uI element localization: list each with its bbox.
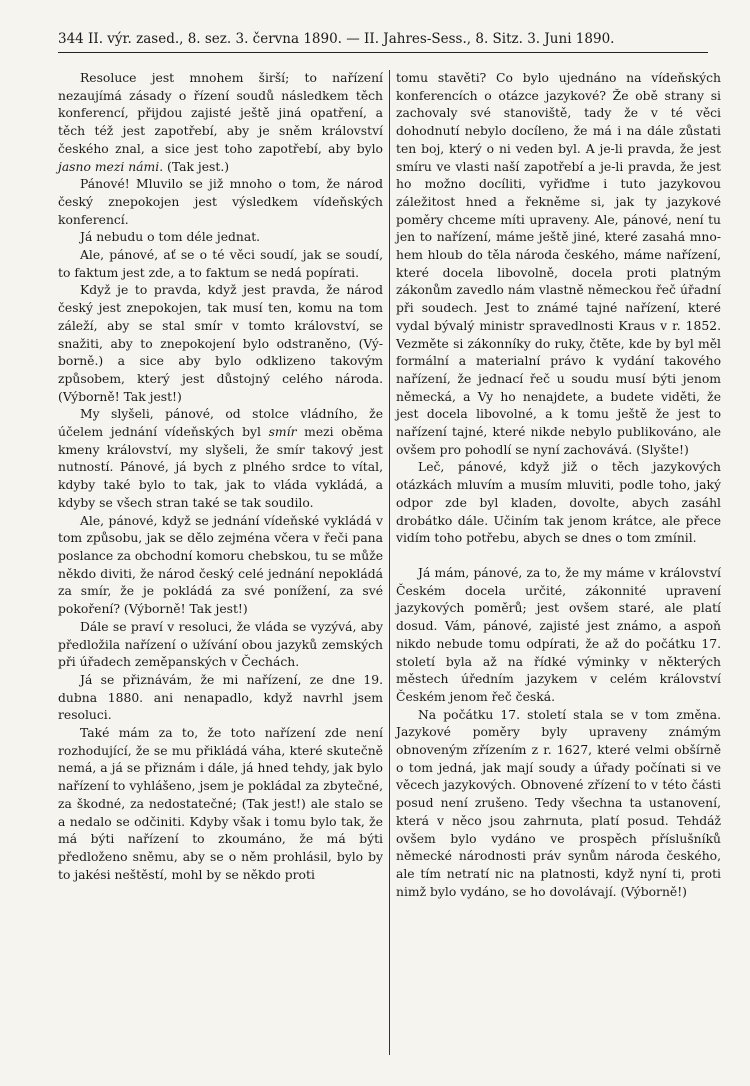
paragraph-text: Pánové! Mluvilo se již mnoho o tom, že národ český znepokojen jest výsledkem vídeňských konferencí.: [58, 177, 383, 227]
paragraph-text: tomu stavěti? Co bylo ujednáno na vídeňských konferencích o otázce jazykové? Že obě strany si zachovaly své stanoviště, tady že v té věci dohodnutí nebylo docíleno, že má i na dále zůstati ten boj, který o ni veden byl. A je-li pravda, že jest smíru ve vlasti naší zapotřebí a je-li pravda, že jest ho možno docíliti, vyřiďme i tuto jazykovou záležitost hned a řekněme si, jak ty jazykové poměry chceme míti upraveny. Ale, pánové, není tu jen to nařízení, máme ještě jiné, které zasahá mnohem hloub do těla národa českého, máme nařízení, které docela libovolně, docela proti platným zákonům zavedlo nám vlastně německou řeč úřadní při soudech. Jest to známé tajné nařízení, které vydal bývalý ministr spravedlnosti Kraus v r. 1852. Vezměte si zákonníky do ruky, čtěte, kde by byl měl formální a materialní právo k vydání takového nařízení, že jednací řeč u soudu musí býti jenom německá, a Vy ho nenajdete, a budete viděti, že jest docela libovolné, a k tomu ještě že jest to nařízení tajné, které nikde nebylo publikováno, ale ovšem pro pohodlí se nyní zachovává. (Slyšte!): [396, 71, 721, 457]
paragraph-text: Dále se praví v resoluci, že vláda se vyzývá, aby předložila nařízení o užívání obou jazyků zemských při úřadech zeměpanských v Čechách.: [58, 619, 383, 670]
paragraph: [58, 282, 383, 406]
paragraph-text: Také mám za to, že toto nařízení zde není rozhodující, že se mu přikládá váha, které skutečně nemá, a já se přiznám i dále, já hned tehdy, jak bylo nařízení to vyhlášeno, jsem je pokládal za zbytečné, za škodné, za nedostatečné; (Tak jest!) ale stalo se a nedalo se odčiniti. Kdyby však i tomu bylo tak, že má býti nařízení to zkoumáno, že má býti předloženo sněmu, aby se o něm prohlásil, bylo by to jakési neštěstí, mohl by se někdo proti: [58, 726, 383, 882]
paragraph: [58, 247, 383, 282]
paragraph: [58, 672, 383, 725]
paragraph-text: Ale, pánové, ať se o té věci soudí, jak se soudí, to faktum jest zde, a to faktum se nedá popírati.: [58, 248, 383, 280]
paragraph-text-tail: mezi oběma kmeny království, my slyšeli, že smír takový jest nutností. Pánové, já bych z plného srdce to vítal, kdyby také bylo to tak, jak to vláda vykládá, a kdyby se všech stran také se tak soudilo.: [58, 425, 383, 510]
paragraph: [58, 70, 383, 176]
paragraph: [58, 513, 383, 619]
paragraph: [58, 725, 383, 884]
page-header: 344 II. výr. zased., 8. sez. 3. června 1890. — II. Jahres-Sess., 8. Sitz. 3. Juni 1890.: [58, 30, 708, 53]
paragraph-text: Leč, pánové, když již o těch jazykových otázkách mluvím a musím mluviti, podle toho, jaký odpor zde byl kladen, dovolte, abych zasáhl drobátko dále. Učiním tak jenom krátce, ale přece vidím toho potřebu, abych se dnes o tom zmínil.: [396, 460, 721, 546]
paragraph-text: Když je to pravda, když jest pravda, že národ český jest znepokojen, tak musí ten, komu na tom záleží, aby se stal smír v tomto království, se snažiti, aby to znepokojení bylo odstraněno, (Výborně.) a sice aby bylo odklizeno takovým způsobem, který jest důstojný celého národa. (Výborně! Tak jest!): [58, 283, 383, 404]
paragraph: [396, 707, 721, 902]
emphasis-text: jasno mezi námi: [58, 159, 160, 174]
paragraph: [58, 229, 383, 247]
paragraph-text: My slyšeli, pánové, od stolce vládního, že účelem jednání vídeňských byl: [58, 407, 383, 440]
emphasis-text: smír: [268, 425, 297, 440]
paragraph: [396, 70, 721, 459]
paragraph: [396, 459, 721, 548]
left-column: [58, 70, 383, 884]
paragraph: [396, 565, 721, 707]
paragraph-text-tail: . (Tak jest.): [159, 159, 230, 174]
paragraph-text: Já nebudu o tom déle jednat.: [80, 230, 261, 245]
paragraph-text: Já se přiznávám, že mi nařízení, ze dne 19. dubna 1880. ani nenapadlo, když navrhl jsem resoluci.: [58, 672, 383, 723]
paragraph: [58, 176, 383, 229]
paragraph: [58, 406, 383, 512]
paragraph-text: Resoluce jest mnohem širší; to nařízení nezaujímá zásady o řízení soudů následkem těch konferencí, přijdou zajisté ještě jiná opatření, a těch též jest zapotřebí, aby je sněm království českého znal, a sice jest toho zapotřebí, aby bylo: [58, 71, 383, 156]
two-column-body: [58, 70, 721, 1060]
paragraph-text: Ale, pánové, když se jednání vídeňské vykládá v tom způsobu, jak se dělo zejména včera v řeči pana poslance za obchodní komoru chebskou, tu se může někdo diviti, že národ český celé jednání nepokládá za smír, že je pokládá za své ponížení, za své pokoření? (Výborně! Tak jest!): [58, 513, 383, 617]
paragraph: [58, 619, 383, 672]
column-divider: [389, 70, 390, 1055]
paragraph-text: Já mám, pánové, za to, že my máme v království Českém docela určité, zákonnité upravení jazykových poměrů; jest ovšem staré, ale platí dosud. Vám, pánové, zajisté jest známo, a aspoň nikdo nebude tomu odpírati, že až do počátku 17. století byla až na řídké výminky v některých městech úředním jazykem v celém království Českém jenom řeč česká.: [396, 565, 721, 704]
right-column: [396, 70, 721, 901]
paragraph-text: Na počátku 17. století stala se v tom změna. Jazykové poměry byly upraveny známým obnoveným zřízením z r. 1627, které velmi obšírně o tom jedná, jak mají soudy a úřady počínati si ve věcech jazykových. Obnovené zřízení to v této části posud není zrušeno. Tedy všechna ta ustanovení, která v něco jsou zahrnuta, platí posud. Tehdáž ovšem bylo vydáno ve prospěch příslušníků německé národnosti práv synům národa českého, ale tím netratí nic na platnosti, když nyní ti, proti nimž bylo vydáno, se ho dovolávají. (Výborně!): [396, 707, 721, 899]
